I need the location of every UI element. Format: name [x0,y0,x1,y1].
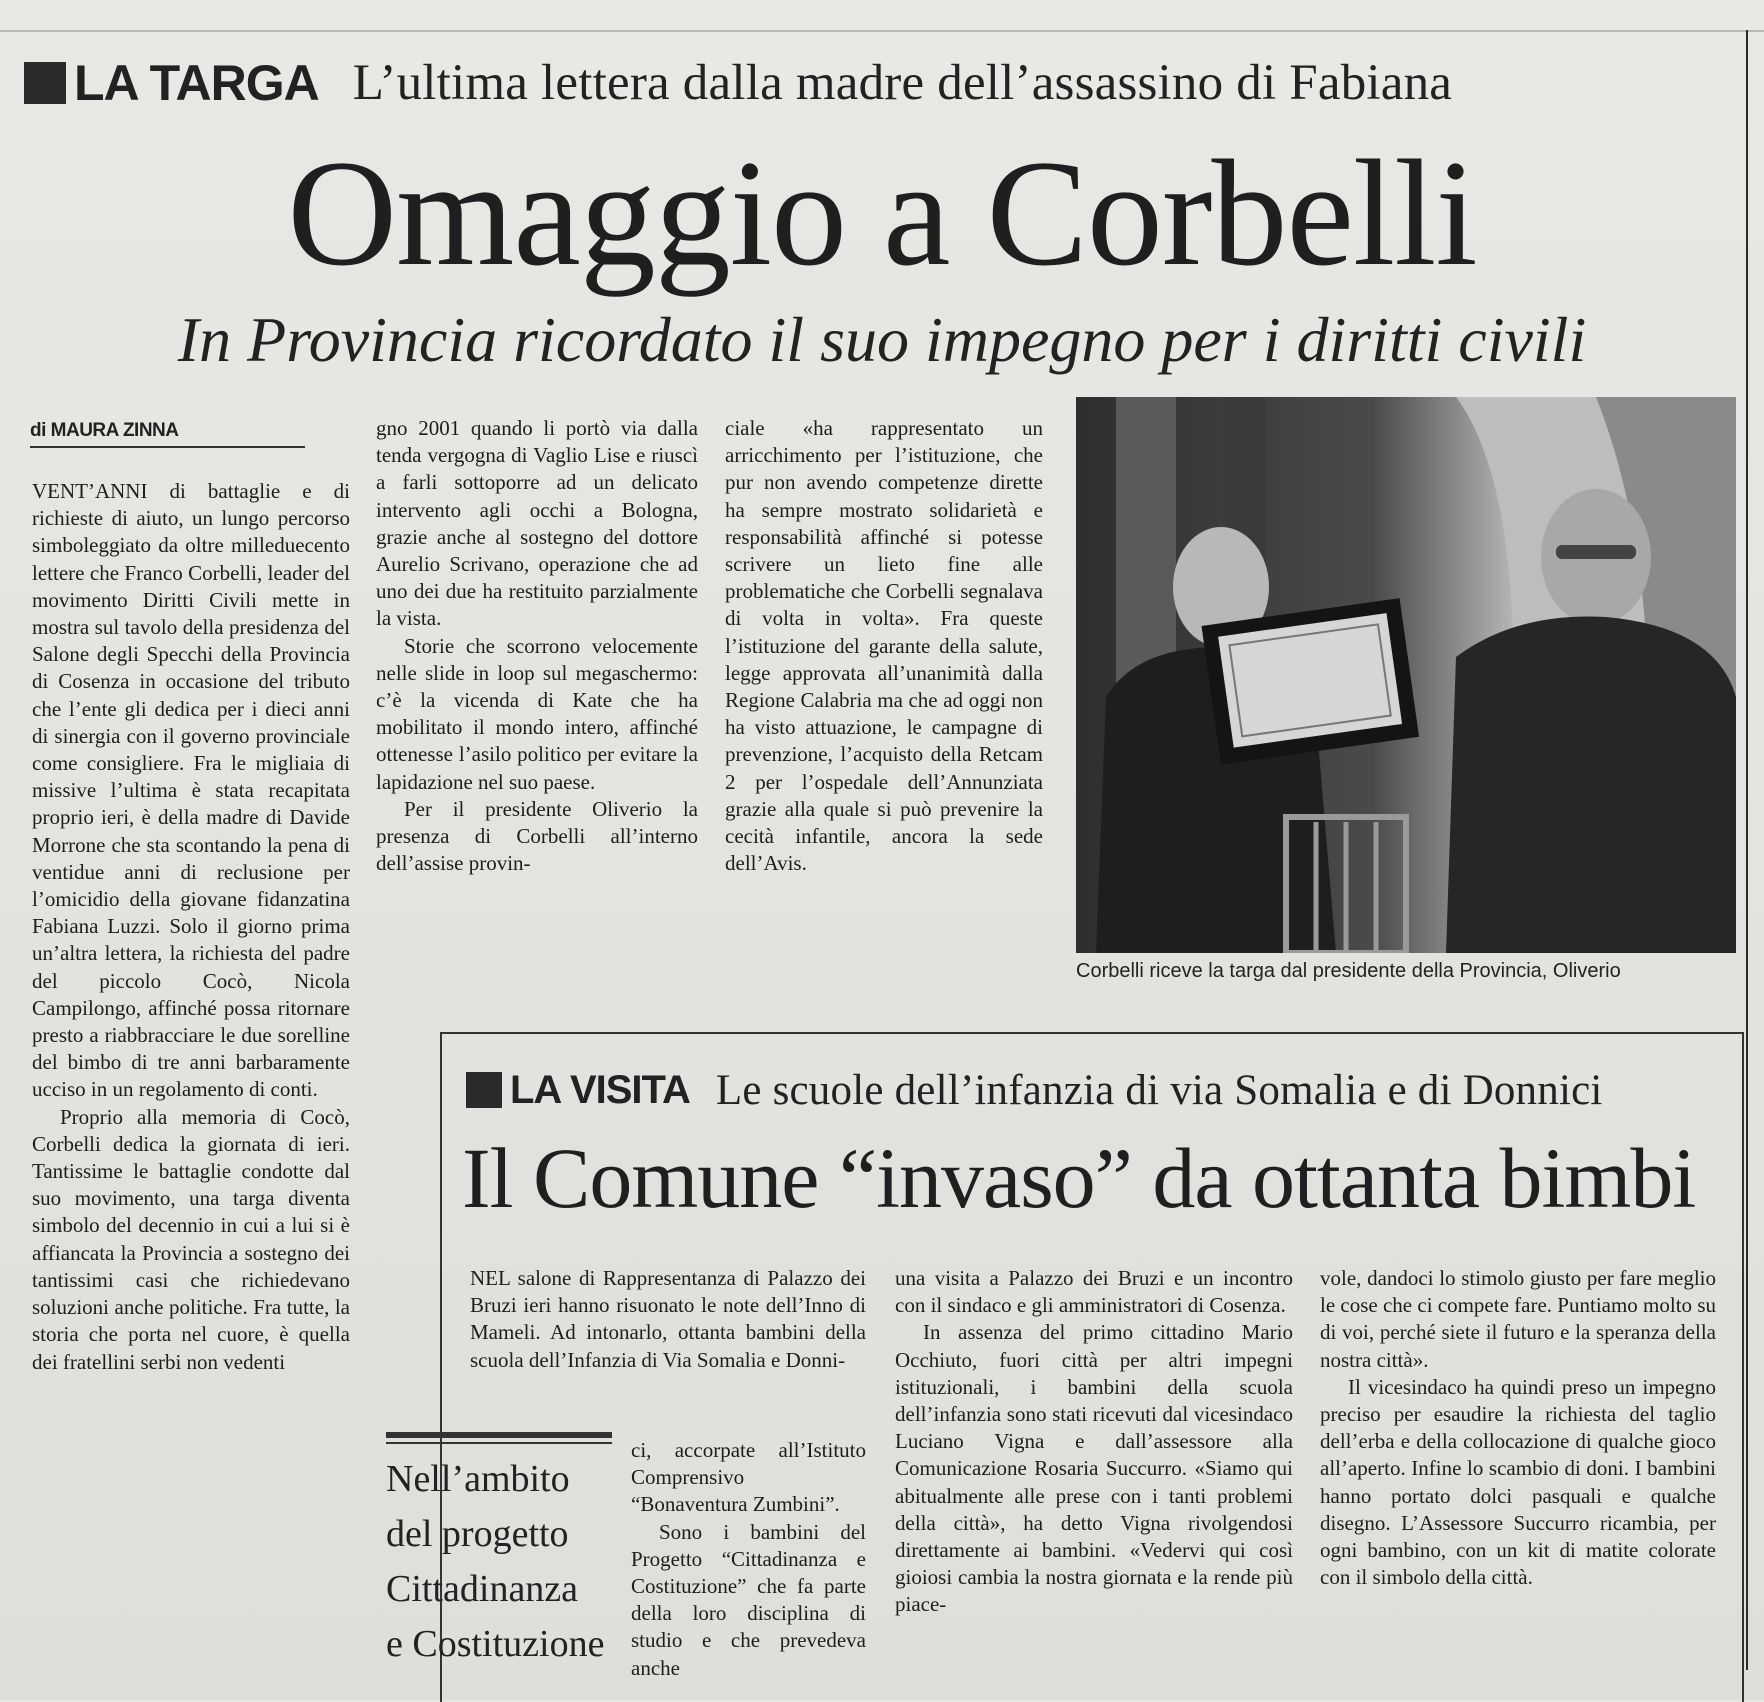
photo-illustration [1076,397,1736,953]
article1-kicker [24,50,1452,116]
pull-quote-line: e Costituzione [386,1623,605,1665]
top-rule [0,30,1764,32]
paragraph: Proprio alla memoria di Cocò, Corbelli dedica la giornata di ieri. Tantissime le battaglie condotte dal suo movimento, una targa diventa simbolo del decennio in cui a lui si è affiancata la Provincia a sostegno dei tantissimi casi che richiedevano soluzioni anche politiche. Fra tutte, la storia che porta nel cuore, è quella dei fratellini serbi non vedenti [32,1104,350,1374]
kicker-square-icon [24,62,66,104]
article2-column-1-top [470,1265,866,1374]
article1-column-1 [32,478,350,1376]
article2-headline: Il Comune “invaso” da ottanta bimbi [462,1130,1696,1226]
article2-column-3 [1320,1265,1716,1591]
article1-column-2 [376,415,698,877]
pull-quote-line: Nell’ambito [386,1458,570,1500]
article2-column-1-bottom [631,1437,866,1682]
article1-headline: Omaggio a Corbelli [287,129,1477,297]
paragraph: Per il presidente Oliverio la presenza di Corbelli all’interno dell’assise provin- [376,796,698,876]
paragraph: In assenza del primo cittadino Mario Occhiuto, fuori città per altri impegni istituzionali, i bambini della scuola dell’infanzia sono stati ricevuti dal vicesindaco Luciano Vigna e dall’assessore alla Comunicazione Rosaria Succurro. «Siamo qui abitualmente alle prese con i tanti problemi della città», ha detto Vigna rivolgendosi direttamente ai bambini. «Vedervi qui così gioiosi cambia la nostra giornata e la rende più piace- [895,1320,1293,1617]
photo-caption: Corbelli riceve la targa dal presidente della Provincia, Oliverio [1076,960,1621,982]
pull-quote-line: del progetto [386,1513,569,1555]
paragraph: vole, dandoci lo stimolo giusto per fare meglio le cose che ci compete fare. Puntiamo molto su di voi, perché siete il futuro e la speranza della nostra città». [1320,1266,1716,1372]
kicker-label: LA TARGA [74,55,319,111]
byline: di MAURA ZINNA [30,420,305,448]
article2-kicker [466,1062,1603,1118]
paragraph: Storie che scorrono velocemente nelle slide in loop sul megaschermo: c’è la vicenda di Kate che ha mobilitato il mondo intero, affinché ottenesse l’asilo politico per evitare la lapidazione nel suo paese. [376,633,698,794]
kicker-label: LA VISITA [510,1067,690,1112]
paragraph: ciale «ha rappresentato un arricchimento per l’istituzione, che pur non avendo competenze dirette ha sempre mostrato solidarietà e responsabilità affinché si potesse scrivere un lieto fine alle problematiche che Corbelli segnalava di volta in volta». Fra queste l’istituzione del garante della salute, legge approvata all’unanimità dalla Regione Calabria ma che ad oggi non ha visto attuazione, le campagne di prevenzione, l’acquisto della Retcam 2 per l’ospedale dell’Annunziata grazie alla quale si può prevenire la cecità infantile, ancora la sede dell’Avis. [725,416,1043,876]
article1-column-3 [725,415,1043,877]
pull-quote-rule [386,1432,612,1438]
paragraph: NEL salone di Rappresentanza di Palazzo dei Bruzi ieri hanno risuonato le note dell’Inno di Mameli. Ad intonarlo, ottanta bambini della scuola dell’Infanzia di Via Somalia e Donni- [470,1266,866,1372]
paragraph: VENT’ANNI di battaglie e di richieste di aiuto, un lungo percorso simboleggiato da oltre milleduecento lettere che Franco Corbelli, leader del movimento Diritti Civili mette in mostra sul tavolo della presidenza del Salone degli Specchi della Provincia di Cosenza in occasione del tributo che l’ente gli dedica per i dieci anni di sinergia con il governo provinciale come consigliere. Fra le migliaia di missive l’ultima è stata recapitata proprio ieri, è della madre di Davide Morrone che sta scontando la pena di ventidue anni di reclusione per l’omicidio della giovane fidanzatina Fabiana Luzzi. Solo il giorno prima un’altra lettera, la richiesta del padre del piccolo Cocò, Nicola Campilongo, affinché possa ritornare presto a riabbracciare le due sorelline del bimbo di tre anni barbaramente ucciso in un regolamento di conti. [32,479,350,1102]
paragraph: Il vicesindaco ha quindi preso un impegno preciso per esaudire la richiesta del taglio dell’erba e della collocazione di qualche gioco all’aperto. Infine lo scambio di doni. I bambini hanno portato dolci pasquali e qualche disegno. L’Assessore Succurro ricambia, per ogni bambino, con un kit di matite colorate con il simbolo della città. [1320,1374,1716,1590]
article1-subhead: In Provincia ricordato il suo impegno per i diritti civili [177,304,1587,375]
paragraph: gno 2001 quando li portò via dalla tenda vergogna di Vaglio Lise e riuscì a farli sottoporre ad un delicato intervento agli occhi a Bologna, grazie anche al sostegno del dottore Aurelio Scrivano, operazione che ad uno dei due ha restituito parzialmente la vista. [376,416,698,631]
kicker-text: Le scuole dell’infanzia di via Somalia e di Donnici [715,1066,1603,1114]
pull-quote-line: Cittadinanza [386,1568,579,1610]
kicker-text: L’ultima lettera dalla madre dell’assassino di Fabiana [352,55,1453,111]
article1-photo [1076,397,1736,953]
paragraph: una visita a Palazzo dei Bruzi e un incontro con il sindaco e gli amministratori di Cosenza. [895,1266,1293,1318]
pull-quote [386,1452,626,1672]
paragraph: ci, accorpate all’Istituto Comprensivo “Bonaventura Zumbini”. [631,1438,866,1517]
article2-column-2 [895,1265,1293,1619]
kicker-square-icon [466,1072,502,1108]
pull-quote-rule [386,1442,612,1444]
paragraph: Sono i bambini del Progetto “Cittadinanza e Costituzione” che fa parte della loro disciplina di studio e che prevedeva anche [631,1519,866,1680]
